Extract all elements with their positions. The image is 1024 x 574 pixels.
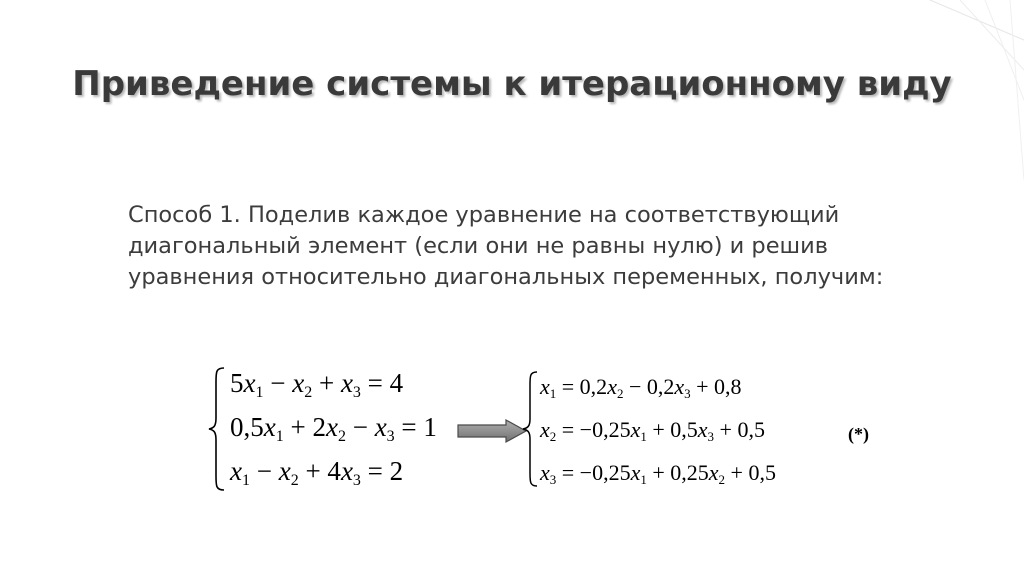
equation-label: (*) [848, 424, 869, 444]
paragraph-line-2: диагональный элемент (если они не равны нулю) и решив [128, 233, 829, 259]
right-equation-2: $x_2 = -0,25x_1 + 0,5x_3 + 0,5$ [540, 417, 765, 444]
left-equation-3: $x_1 - x_2 + 4x_3 = 2$ [230, 456, 404, 489]
right-equation-1: $x_1 = 0,2x_2 - 0,2x_3 + 0,8$ [540, 374, 742, 401]
left-equation-1: $5x_1 - x_2 + x_3 = 4$ [230, 368, 404, 401]
right-system-brace [520, 370, 540, 488]
paragraph-line-1: Способ 1. Поделив каждое уравнение на соответствующий [128, 202, 840, 228]
left-system-brace [206, 366, 228, 492]
transform-arrow-icon [456, 418, 530, 444]
slide-title: Приведение системы к итерационному виду [72, 64, 952, 104]
method-description [128, 200, 948, 293]
paragraph-line-3: уравнения относительно диагональных переменных, получим: [128, 264, 884, 290]
right-equation-3: $x_3 = -0,25x_1 + 0,25x_2 + 0,5$ [540, 460, 776, 487]
left-equation-2: $0,5x_1 + 2x_2 - x_3 = 1$ [230, 412, 437, 445]
